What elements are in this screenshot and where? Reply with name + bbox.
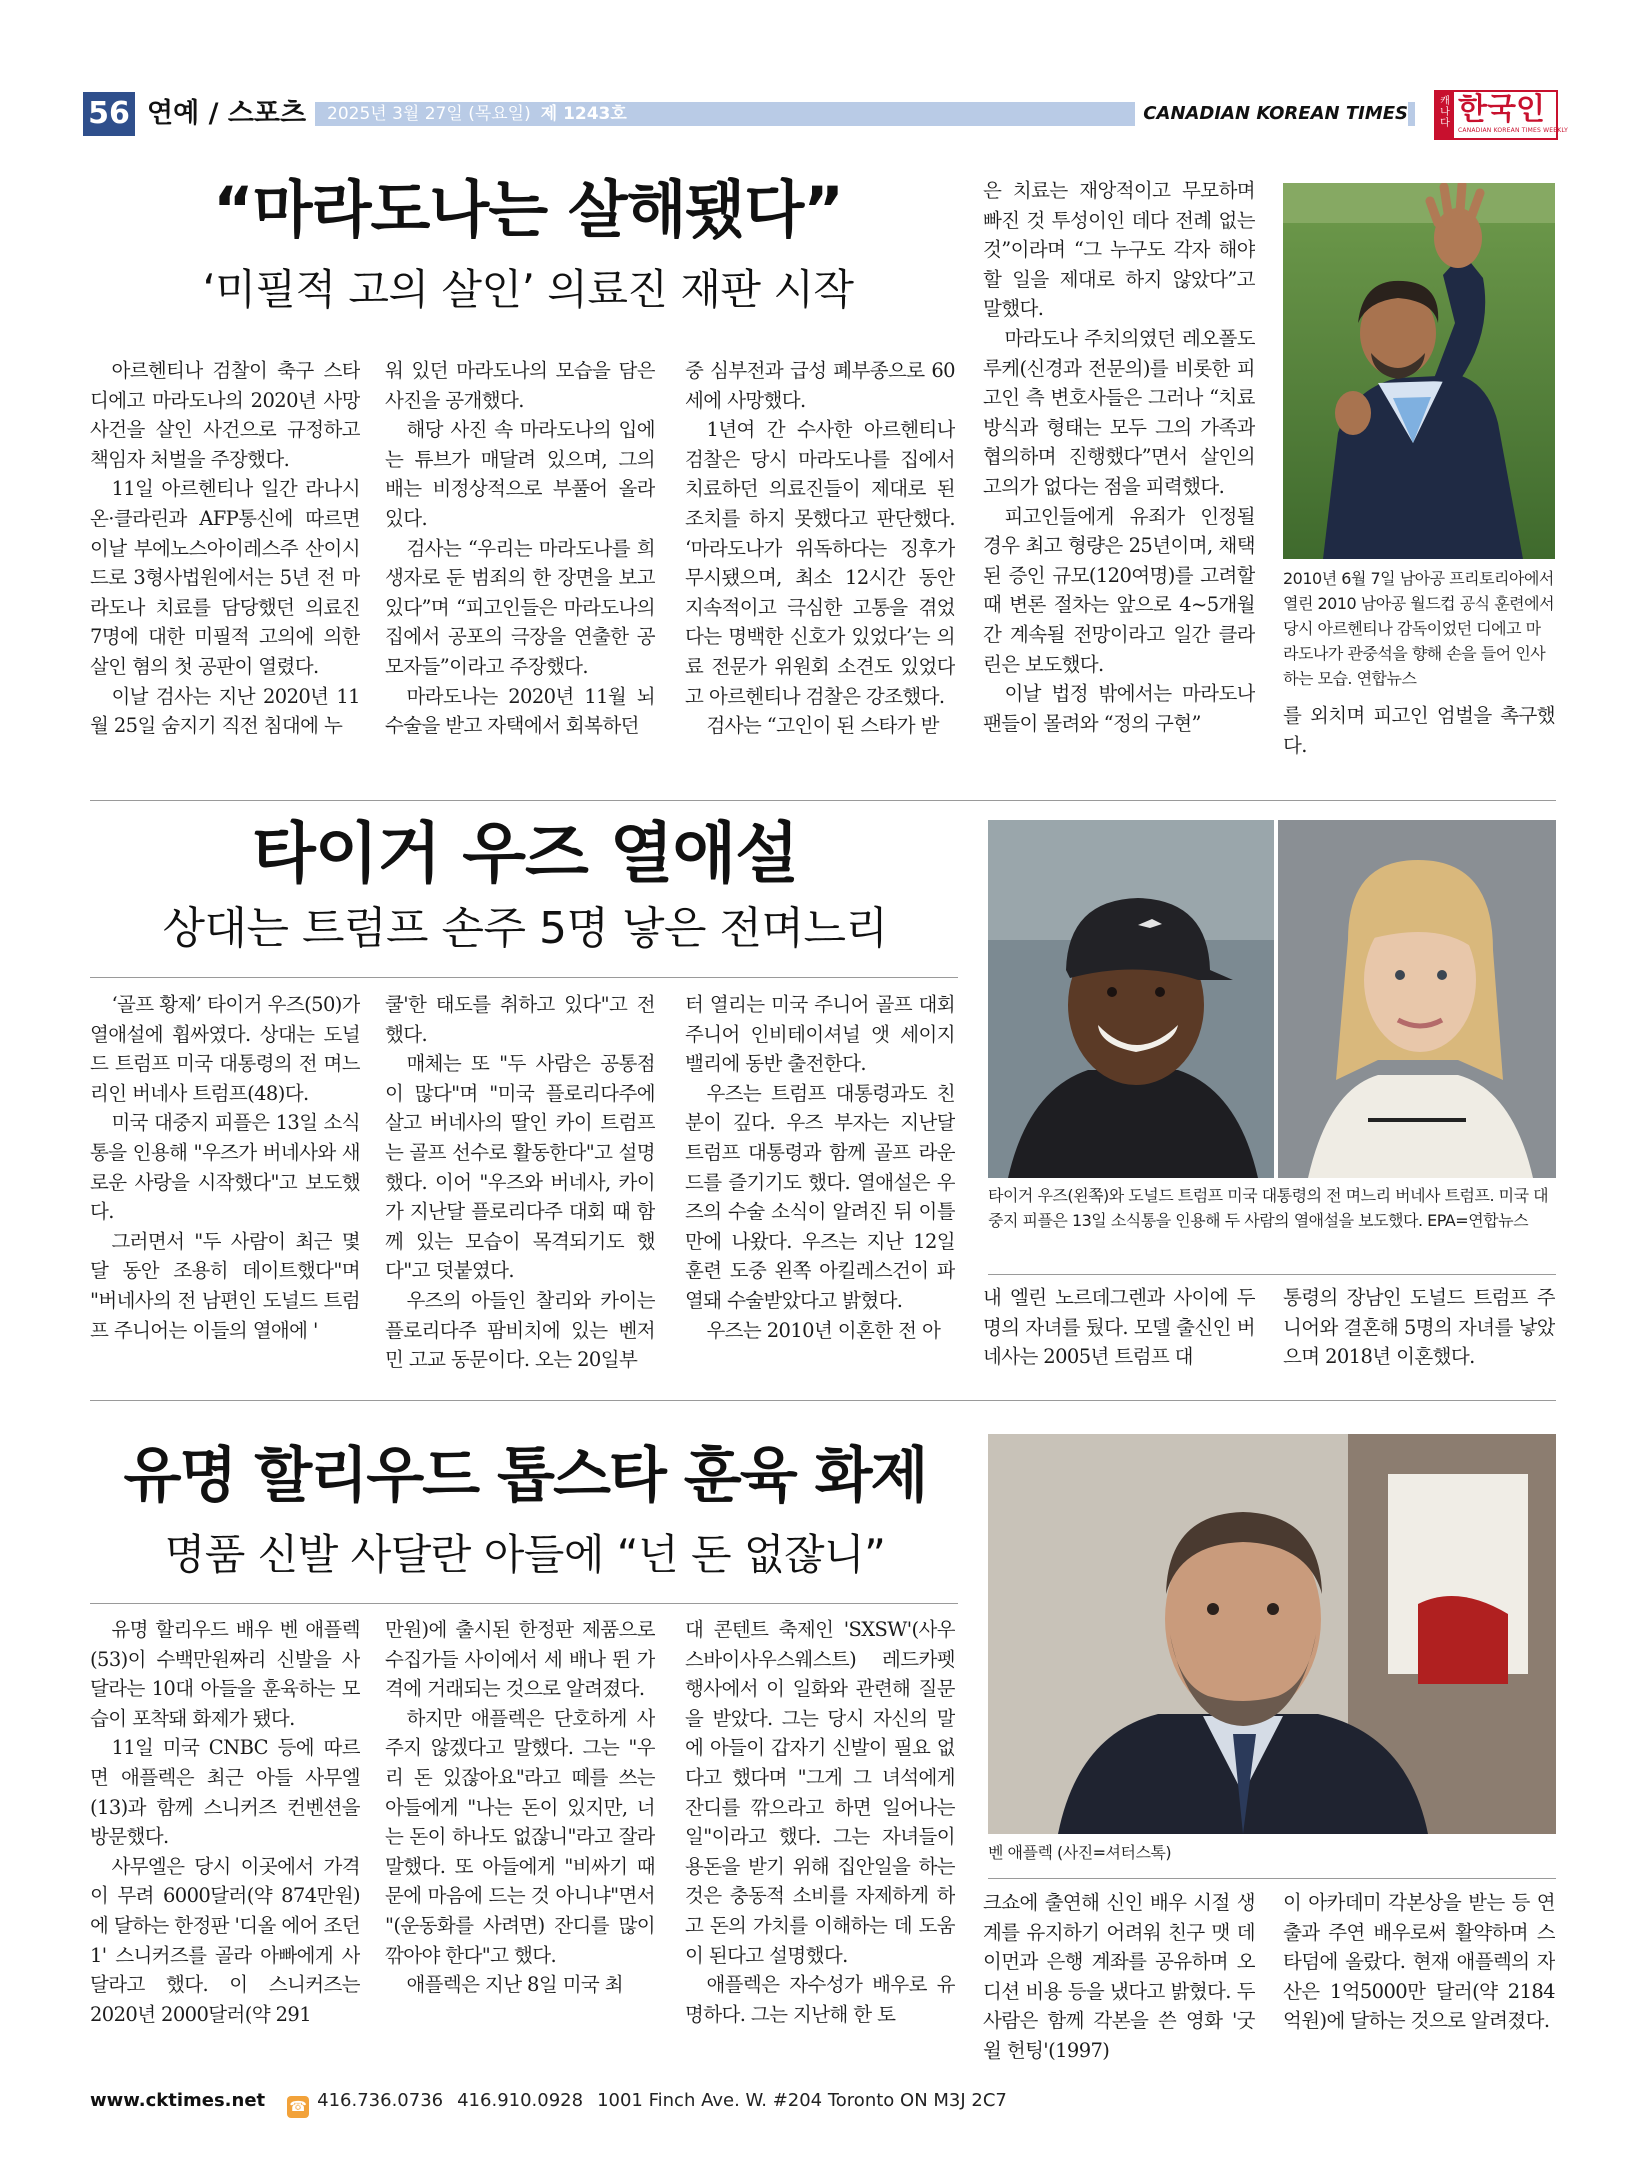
article1-headline: “마라도나는 살해됐다”	[212, 173, 844, 246]
paragraph: 애플렉은 자수성가 배우로 유명하다. 그는 지난해 한 토	[685, 1973, 955, 2026]
page-number: 56	[83, 92, 135, 136]
ben-affleck-photo-caption: 벤 애플렉 (사진=셔터스톡)	[988, 1843, 1172, 1862]
vanessa-trump-photo-illustration	[1278, 820, 1556, 1178]
maradona-photo-illustration	[1283, 183, 1555, 559]
section-title: 연예 / 스포츠	[147, 98, 307, 129]
paragraph: 우즈의 아들인 찰리와 카이는 플로리다주 팜비치에 있는 벤저민 고교 동문이다. 오는 20일부	[385, 1288, 655, 1372]
article2-column-4	[983, 1283, 1255, 1383]
paragraph: 쿨'한 태도를 취하고 있다"고 전했다.	[385, 993, 655, 1046]
website-link[interactable]: www.cktimes.net	[90, 2090, 266, 2111]
paragraph: 해당 사진 속 마라도나의 입에는 튜브가 매달려 있으며, 그의 배는 비정상적으로 부풀어 올라 있다.	[385, 418, 655, 530]
paragraph: 매체는 또 "두 사람은 공통점이 많다"며 "미국 플로리다주에 살고 버네사의 딸인 카이 트럼프는 골프 선수로 활동한다"고 설명했다. 이어 "우즈와 버네사, 카이가 지난달 플로리다주 대회 때 함께 있는 모습이 목격되기도 했다"고 덧붙였다.	[385, 1052, 655, 1283]
article2-subhead: 상대는 트럼프 손주 5명 낳은 전며느리	[162, 903, 888, 954]
article2-headline: 타이거 우즈 열애설	[251, 815, 798, 892]
paragraph: 유명 할리우드 배우 벤 애플렉(53)이 수백만원짜리 신발을 사달라는 10대 아들을 훈육하는 모습이 포착돼 화제가 됐다.	[90, 1618, 360, 1730]
article3-column-4	[983, 1888, 1255, 2070]
paragraph: 피고인들에게 유죄가 인정될 경우 최고 형량은 25년이며, 채택된 증인 규모(120여명)를 고려할 때 변론 절차는 앞으로 4~5개월간 계속될 전망이라고 일간 클라린은 보도했다.	[983, 504, 1255, 676]
logo-side-text: 캐나다	[1436, 92, 1454, 138]
article1-column-4	[983, 176, 1255, 776]
paragraph: ‘골프 황제’ 타이거 우즈(50)가 열애설에 휩싸였다. 상대는 도널드 트럼프 미국 대통령의 전 며느리인 버네사 트럼프(48)다.	[90, 993, 360, 1105]
article3-headline: 유명 할리우드 톱스타 훈육 화제	[123, 1441, 927, 1511]
phone-icon: ☎	[287, 2096, 309, 2118]
tiger-woods-photo	[988, 820, 1274, 1178]
paragraph: 이날 검사는 지난 2020년 11월 25일 숨지기 직전 침대에 누	[90, 684, 360, 738]
ben-affleck-photo-illustration	[988, 1434, 1556, 1834]
article2-column-1	[90, 990, 360, 1380]
maradona-photo-caption: 2010년 6월 7일 남아공 프리토리아에서 열린 2010 남아공 월드컵 공식 훈련에서 당시 아르헨티나 감독이었던 디에고 마라도나가 관중석을 향해 손을 들어 인사하는 모습. 연합뉴스	[1283, 569, 1555, 688]
article2-column-5	[1283, 1283, 1555, 1383]
paragraph: 만원)에 출시된 한정판 제품으로 수집가들 사이에서 세 배나 뛴 가격에 거래되는 것으로 알려졌다.	[385, 1618, 655, 1701]
article1-column-3	[685, 356, 955, 776]
paragraph: 통령의 장남인 도널드 트럼프 주니어와 결혼해 5명의 자녀를 낳았으며 2018년 이혼했다.	[1283, 1286, 1555, 1369]
logo-sub-text: CANADIAN KOREAN TIMES WEEKLY	[1458, 127, 1568, 134]
paper-name: CANADIAN KOREAN TIMES	[1135, 102, 1408, 126]
footer	[90, 2088, 1021, 2114]
paragraph: 우즈는 트럼프 대통령과도 친분이 깊다. 우즈 부자는 지난달 트럼프 대통령과 함께 골프 라운드를 즐기기도 했다. 열애설은 우즈의 수술 소식이 알려진 뒤 이틀 만에 나왔다. 우즈는 지난 12일 훈련 도중 왼쪽 아킬레스건이 파열돼 수술받았다고 밝혔다.	[685, 1081, 955, 1312]
article3-subhead: 명품 신발 사달란 아들에 “넌 돈 없잖니”	[164, 1530, 886, 1579]
paragraph: 대 콘텐트 축제인 'SXSW'(사우스바이사우스웨스트) 레드카펫 행사에서 이 일화와 관련해 질문을 받았다. 그는 당시 자신의 말에 아들이 갑자기 신발이 필요 없다고 했다며 "그게 그 녀석에게 잔디를 깎으라고 하면 일어나는 일"이라고 했다. 그는 자녀들이 용돈을 받기 위해 집안일을 하는 것은 충동적 소비를 자제하게 하고 돈의 가치를 이해하는 데 도움이 된다고 설명했다.	[685, 1618, 955, 1967]
paragraph: 워 있던 마라도나의 모습을 담은 사진을 공개했다.	[385, 359, 655, 412]
paragraph: 마라도나는 2020년 11월 뇌수술을 받고 자택에서 회복하던	[385, 684, 655, 738]
caption-divider	[988, 1274, 1556, 1275]
article2-column-2	[385, 990, 655, 1380]
ben-affleck-photo	[988, 1434, 1556, 1834]
paragraph: 크쇼에 출연해 신인 배우 시절 생계를 유지하기 어려워 친구 맷 데이먼과 은행 계좌를 공유하며 오디션 비용 등을 냈다고 밝혔다. 두 사람은 함께 각본을 쓴 영화 '굿 윌 헌팅'(1997)	[983, 1891, 1255, 2062]
issue-number: 제 1243호	[540, 104, 627, 124]
headline-divider	[90, 1603, 958, 1604]
paragraph: 은 치료는 재앙적이고 무모하며 빠진 것 투성이인 데다 전례 없는 것”이라며 “그 누구도 각자 해야 할 일을 제대로 하지 않았다”고 말했다.	[983, 179, 1255, 321]
article3-column-5	[1283, 1888, 1555, 2070]
newspaper-logo	[1434, 90, 1568, 140]
article3-column-1	[90, 1615, 360, 2070]
vanessa-trump-photo	[1278, 820, 1556, 1178]
paragraph: 아르헨티나 검찰이 축구 스타 디에고 마라도나의 2020년 사망 사건을 살인 사건으로 규정하고 책임자 처벌을 주장했다.	[90, 359, 360, 471]
paragraph: 터 열리는 미국 주니어 골프 대회 주니어 인비테이셔널 앳 세이지 밸리에 동반 출전한다.	[685, 993, 955, 1076]
paragraph: 를 외치며 피고인 엄벌을 촉구했다.	[1283, 704, 1555, 757]
date-text: 2025년 3월 27일 (목요일)	[327, 104, 531, 124]
paragraph: 1년여 간 수사한 아르헨티나 검찰은 당시 마라도나를 집에서 치료하던 의료진들이 제대로 된 조치를 하지 못했다고 판단했다. ‘마라도나가 위독하다는 징후가 무시됐으며, 최소 12시간 동안 지속적이고 극심한 고통을 겪었다는 명백한 신호가 있었다’는 의료 전문가 위원회 소견도 있었다고 아르헨티나 검찰은 강조했다.	[685, 418, 955, 708]
paragraph: 이날 법정 밖에서는 마라도나 팬들이 몰려와 “정의 구현”	[983, 682, 1255, 735]
tiger-woods-photo-illustration	[988, 820, 1274, 1178]
article1-column-5	[1283, 701, 1555, 771]
paragraph: 검사는 “우리는 마라도나를 희생자로 둔 범죄의 한 장면을 보고 있다”며 “피고인들은 마라도나의 집에서 공포의 극장을 연출한 공모자들”이라고 주장했다.	[385, 536, 655, 678]
paragraph: 중 심부전과 급성 폐부종으로 60세에 사망했다.	[685, 359, 955, 412]
section-divider	[90, 800, 1556, 801]
masthead	[83, 92, 1568, 136]
paragraph: 애플렉은 지난 8일 미국 최	[406, 1973, 624, 1997]
maradona-photo	[1283, 183, 1555, 559]
headline-divider	[90, 977, 958, 978]
phone-number-1: 416.736.0736	[317, 2090, 444, 2111]
article1-column-2	[385, 356, 655, 776]
tiger-woods-photo-caption: 타이거 우즈(왼쪽)와 도널드 트럼프 미국 대통령의 전 며느리 버네사 트럼프. 미국 대중지 피플은 13일 소식통을 인용해 두 사람의 열애설을 보도했다. EPA=연합뉴스	[988, 1186, 1549, 1230]
article1-column-1	[90, 356, 360, 776]
paragraph: 검사는 “고인이 된 스타가 받	[706, 714, 939, 738]
paragraph: 미국 대중지 피플은 13일 소식통을 인용해 "우즈가 버네사와 새로운 사랑을 시작했다"고 보도했다.	[90, 1111, 360, 1224]
section-divider	[90, 1400, 1556, 1401]
address: 1001 Finch Ave. W. #204 Toronto ON M3J 2C7	[597, 2090, 1007, 2111]
article3-column-2	[385, 1615, 655, 2070]
paragraph: 11일 미국 CNBC 등에 따르면 애플렉은 최근 아들 사무엘(13)과 함께 스니커즈 컨벤션을 방문했다.	[90, 1736, 360, 1849]
paragraph: 이 아카데미 각본상을 받는 등 연출과 주연 배우로써 활약하며 스타덤에 올랐다. 현재 애플렉의 자산은 1억5000만 달러(약 2184억원)에 달하는 것으로 알려졌다.	[1283, 1891, 1555, 2033]
article3-column-3	[685, 1615, 955, 2070]
paragraph: 사무엘은 당시 이곳에서 가격이 무려 6000달러(약 874만원)에 달하는 한정판 '디올 에어 조던 1' 스니커즈를 골라 아빠에게 사달라고 했다. 이 스니커즈는 2020년 2000달러(약 291	[90, 1854, 360, 2026]
paragraph: 11일 아르헨티나 일간 라나시온·클라린과 AFP통신에 따르면 이날 부에노스아이레스주 산이시드로 3형사법원에서는 5년 전 마라도나 치료를 담당했던 의료진 7명에 대한 미필적 고의에 의한 살인 혐의 첫 공판이 열렸다.	[90, 477, 360, 678]
paragraph: 내 엘린 노르데그렌과 사이에 두 명의 자녀를 뒀다. 모델 출신인 버네사는 2005년 트럼프 대	[983, 1286, 1255, 1369]
paragraph: 우즈는 2010년 이혼한 전 아	[706, 1318, 941, 1342]
paragraph: 마라도나 주치의였던 레오폴도 루케(신경과 전문의)를 비롯한 피고인 측 변호사들은 그러나 “치료 방식과 형태는 모두 그의 가족과 협의하며 진행했다”면서 살인의 고의가 없다는 점을 피력했다.	[983, 326, 1255, 498]
article1-subhead: ‘미필적 고의 살인’ 의료진 재판 시작	[202, 265, 854, 314]
caption-divider	[988, 1878, 1556, 1879]
paragraph: 하지만 애플렉은 단호하게 사주지 않겠다고 말했다. 그는 "우리 돈 있잖아요"라고 떼를 쓰는 아들에게 "나는 돈이 있지만, 너는 돈이 하나도 없잖니"라고 잘라 말했다. 또 아들에게 "비싸기 때문에 마음에 드는 것 아니냐"면서 "(운동화를 사려면) 잔디를 많이 깎아야 한다"고 했다.	[385, 1706, 655, 1967]
logo-main-text: 한국인	[1458, 92, 1545, 127]
issue-date	[327, 102, 627, 126]
phone-number-2: 416.910.0928	[457, 2090, 584, 2111]
paragraph: 그러면서 "두 사람이 최근 몇 달 동안 조용히 데이트했다"며 "버네사의 전 남편인 도널드 트럼프 주니어는 이들의 열애에 '	[90, 1229, 360, 1342]
article2-column-3	[685, 990, 955, 1380]
